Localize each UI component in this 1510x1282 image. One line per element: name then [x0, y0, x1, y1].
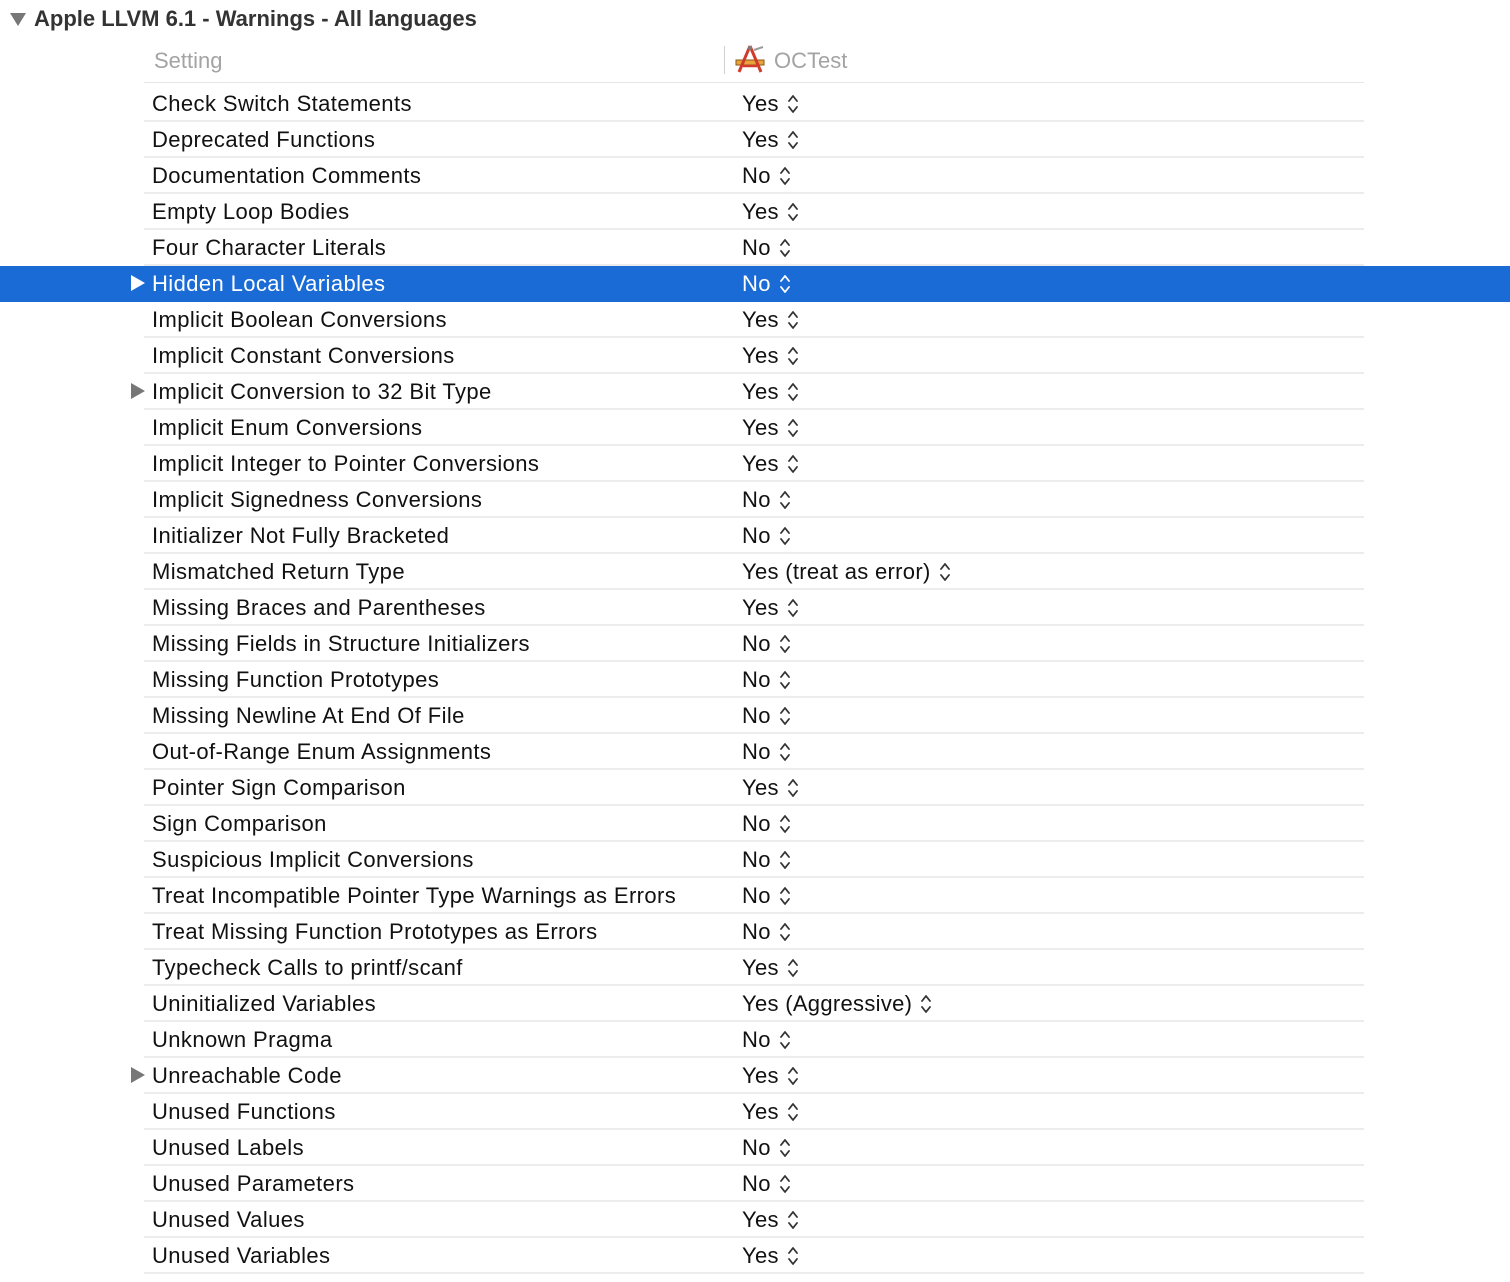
up-down-chevron-icon[interactable] [939, 561, 951, 583]
setting-value-popup[interactable] [742, 559, 951, 585]
setting-value-label: No [742, 739, 771, 764]
setting-name: Four Character Literals [152, 235, 387, 260]
setting-value-popup[interactable] [742, 847, 791, 873]
setting-value-label: No [742, 487, 771, 512]
up-down-chevron-icon[interactable] [779, 1029, 791, 1051]
setting-name: Deprecated Functions [152, 127, 376, 152]
up-down-chevron-icon[interactable] [779, 633, 791, 655]
setting-value-popup[interactable] [742, 703, 791, 729]
up-down-chevron-icon[interactable] [779, 741, 791, 763]
setting-name: Uninitialized Variables [152, 991, 377, 1016]
section-title: Apple LLVM 6.1 - Warnings - All languages [34, 6, 477, 31]
setting-name: Hidden Local Variables [152, 271, 386, 296]
settings-list [0, 86, 1510, 1274]
setting-row[interactable] [0, 914, 1510, 950]
setting-value-label: Yes [742, 379, 779, 404]
setting-value-popup[interactable] [742, 1243, 799, 1269]
setting-value-popup[interactable] [742, 595, 799, 621]
setting-value-label: Yes [742, 127, 779, 152]
setting-value-label: Yes (treat as error) [742, 559, 931, 584]
setting-value-label: Yes [742, 415, 779, 440]
setting-value-label: No [742, 1171, 771, 1196]
up-down-chevron-icon[interactable] [787, 417, 799, 439]
up-down-chevron-icon[interactable] [787, 201, 799, 223]
setting-row[interactable] [0, 1202, 1510, 1238]
up-down-chevron-icon[interactable] [920, 993, 932, 1015]
setting-name: Implicit Enum Conversions [152, 415, 423, 440]
up-down-chevron-icon[interactable] [787, 381, 799, 403]
setting-name: Implicit Boolean Conversions [152, 307, 447, 332]
setting-row[interactable] [0, 482, 1510, 518]
up-down-chevron-icon[interactable] [779, 273, 791, 295]
setting-name: Suspicious Implicit Conversions [152, 847, 474, 872]
setting-value-label: No [742, 163, 771, 188]
setting-name: Treat Incompatible Pointer Type Warnings as Errors [152, 883, 677, 908]
setting-value-popup[interactable] [742, 775, 799, 801]
setting-value-popup[interactable] [742, 523, 791, 549]
setting-row[interactable] [0, 518, 1510, 554]
up-down-chevron-icon[interactable] [779, 921, 791, 943]
up-down-chevron-icon[interactable] [787, 345, 799, 367]
up-down-chevron-icon[interactable] [779, 705, 791, 727]
setting-row[interactable] [0, 230, 1510, 266]
setting-value-popup[interactable] [742, 919, 791, 945]
setting-row[interactable] [0, 338, 1510, 374]
up-down-chevron-icon[interactable] [779, 813, 791, 835]
up-down-chevron-icon[interactable] [787, 309, 799, 331]
disclosure-triangle-down-icon[interactable] [10, 13, 26, 26]
setting-value-popup[interactable] [742, 1027, 791, 1053]
setting-value-label: Yes [742, 955, 779, 980]
setting-value-label: Yes [742, 775, 779, 800]
setting-name: Implicit Constant Conversions [152, 343, 455, 368]
setting-value-popup[interactable] [742, 667, 791, 693]
setting-row[interactable] [0, 1238, 1510, 1274]
up-down-chevron-icon[interactable] [787, 1101, 799, 1123]
setting-row[interactable] [0, 806, 1510, 842]
setting-value-popup[interactable] [742, 1099, 799, 1125]
setting-row[interactable] [0, 698, 1510, 734]
setting-name: Unused Parameters [152, 1171, 355, 1196]
setting-row[interactable] [0, 1166, 1510, 1202]
setting-name: Missing Newline At End Of File [152, 703, 465, 728]
setting-value-label: No [742, 703, 771, 728]
setting-value-popup[interactable] [742, 739, 791, 765]
setting-name: Missing Braces and Parentheses [152, 595, 486, 620]
setting-value-label: Yes [742, 199, 779, 224]
up-down-chevron-icon[interactable] [787, 453, 799, 475]
setting-name: Unused Values [152, 1207, 305, 1232]
setting-value-label: No [742, 883, 771, 908]
section-header[interactable] [0, 0, 1510, 40]
setting-row[interactable] [0, 158, 1510, 194]
setting-name: Treat Missing Function Prototypes as Errors [152, 919, 598, 944]
setting-value-popup[interactable] [742, 991, 932, 1017]
setting-value-popup[interactable] [742, 955, 799, 981]
setting-row[interactable] [0, 1022, 1510, 1058]
setting-value-label: No [742, 847, 771, 872]
setting-value-label: Yes [742, 1063, 779, 1088]
setting-name: Implicit Signedness Conversions [152, 487, 483, 512]
setting-row[interactable] [0, 194, 1510, 230]
setting-row[interactable] [0, 842, 1510, 878]
setting-value-label: No [742, 919, 771, 944]
setting-row[interactable] [0, 86, 1510, 122]
up-down-chevron-icon[interactable] [779, 237, 791, 259]
xcode-app-icon [734, 44, 766, 76]
setting-name: Unused Labels [152, 1135, 304, 1160]
setting-value-popup[interactable] [742, 199, 799, 225]
up-down-chevron-icon[interactable] [787, 1065, 799, 1087]
column-divider[interactable] [724, 46, 725, 74]
up-down-chevron-icon[interactable] [787, 957, 799, 979]
setting-value-popup[interactable] [742, 1135, 791, 1161]
setting-value-label: No [742, 523, 771, 548]
disclosure-triangle-right-icon[interactable] [131, 383, 145, 399]
setting-value-label: Yes (Aggressive) [742, 991, 913, 1016]
setting-value-label: Yes [742, 595, 779, 620]
setting-row[interactable] [0, 302, 1510, 338]
setting-row[interactable] [0, 770, 1510, 806]
setting-value-popup[interactable] [742, 91, 799, 117]
up-down-chevron-icon[interactable] [779, 885, 791, 907]
setting-row[interactable] [0, 554, 1510, 590]
up-down-chevron-icon[interactable] [787, 597, 799, 619]
setting-name: Implicit Integer to Pointer Conversions [152, 451, 540, 476]
setting-value-label: No [742, 631, 771, 656]
row-separator [144, 1272, 1364, 1274]
setting-row[interactable] [0, 626, 1510, 662]
setting-name: Typecheck Calls to printf/scanf [152, 955, 463, 980]
setting-row[interactable] [0, 950, 1510, 986]
setting-row[interactable] [0, 734, 1510, 770]
setting-value-popup[interactable] [742, 271, 791, 297]
up-down-chevron-icon[interactable] [779, 669, 791, 691]
column-header [144, 42, 1364, 83]
setting-row[interactable] [0, 1130, 1510, 1166]
up-down-chevron-icon[interactable] [787, 129, 799, 151]
setting-value-popup[interactable] [742, 415, 799, 441]
setting-value-popup[interactable] [742, 307, 799, 333]
setting-row[interactable] [0, 878, 1510, 914]
setting-value-popup[interactable] [742, 487, 791, 513]
up-down-chevron-icon[interactable] [787, 93, 799, 115]
setting-row[interactable] [0, 590, 1510, 626]
setting-value-popup[interactable] [742, 451, 799, 477]
column-header-setting[interactable]: Setting [154, 48, 223, 73]
up-down-chevron-icon[interactable] [779, 525, 791, 547]
setting-row[interactable] [0, 1094, 1510, 1130]
setting-value-label: No [742, 1027, 771, 1052]
setting-name: Missing Fields in Structure Initializers [152, 631, 530, 656]
setting-value-label: Yes [742, 1207, 779, 1232]
disclosure-triangle-right-icon[interactable] [131, 1067, 145, 1083]
setting-value-popup[interactable] [742, 235, 791, 261]
setting-row[interactable] [0, 662, 1510, 698]
setting-name: Check Switch Statements [152, 91, 412, 116]
setting-value-popup[interactable] [742, 1207, 799, 1233]
up-down-chevron-icon[interactable] [779, 849, 791, 871]
setting-row[interactable] [0, 122, 1510, 158]
setting-name: Unused Functions [152, 1099, 336, 1124]
setting-value-popup[interactable] [742, 127, 799, 153]
setting-name: Missing Function Prototypes [152, 667, 440, 692]
setting-name: Unknown Pragma [152, 1027, 333, 1052]
setting-name: Implicit Conversion to 32 Bit Type [152, 379, 492, 404]
setting-row[interactable] [0, 446, 1510, 482]
setting-name: Unreachable Code [152, 1063, 342, 1088]
setting-name: Initializer Not Fully Bracketed [152, 523, 450, 548]
setting-name: Pointer Sign Comparison [152, 775, 406, 800]
setting-value-popup[interactable] [742, 1171, 791, 1197]
setting-value-label: Yes [742, 451, 779, 476]
setting-value-label: No [742, 235, 771, 260]
column-header-target[interactable]: OCTest [774, 48, 848, 73]
setting-row[interactable] [0, 1058, 1510, 1094]
setting-value-label: Yes [742, 343, 779, 368]
setting-row[interactable] [0, 410, 1510, 446]
setting-row[interactable] [0, 986, 1510, 1022]
setting-value-popup[interactable] [742, 811, 791, 837]
setting-value-label: Yes [742, 1243, 779, 1268]
up-down-chevron-icon[interactable] [787, 1245, 799, 1267]
setting-name: Empty Loop Bodies [152, 199, 350, 224]
up-down-chevron-icon[interactable] [779, 1137, 791, 1159]
up-down-chevron-icon[interactable] [787, 777, 799, 799]
setting-name: Out-of-Range Enum Assignments [152, 739, 492, 764]
setting-name: Documentation Comments [152, 163, 422, 188]
setting-value-label: No [742, 1135, 771, 1160]
setting-value-popup[interactable] [742, 1063, 799, 1089]
setting-row[interactable] [0, 374, 1510, 410]
setting-value-label: No [742, 811, 771, 836]
up-down-chevron-icon[interactable] [779, 489, 791, 511]
setting-value-popup[interactable] [742, 379, 799, 405]
setting-value-label: No [742, 271, 771, 296]
setting-name: Mismatched Return Type [152, 559, 405, 584]
setting-value-popup[interactable] [742, 163, 791, 189]
setting-value-label: Yes [742, 307, 779, 332]
setting-value-popup[interactable] [742, 631, 791, 657]
setting-value-popup[interactable] [742, 883, 791, 909]
up-down-chevron-icon[interactable] [779, 1173, 791, 1195]
setting-value-label: No [742, 667, 771, 692]
setting-name: Sign Comparison [152, 811, 327, 836]
up-down-chevron-icon[interactable] [787, 1209, 799, 1231]
setting-value-label: Yes [742, 1099, 779, 1124]
setting-row[interactable] [0, 266, 1510, 302]
setting-value-label: Yes [742, 91, 779, 116]
setting-value-popup[interactable] [742, 343, 799, 369]
up-down-chevron-icon[interactable] [779, 165, 791, 187]
setting-name: Unused Variables [152, 1243, 331, 1268]
disclosure-triangle-right-icon[interactable] [131, 275, 145, 291]
